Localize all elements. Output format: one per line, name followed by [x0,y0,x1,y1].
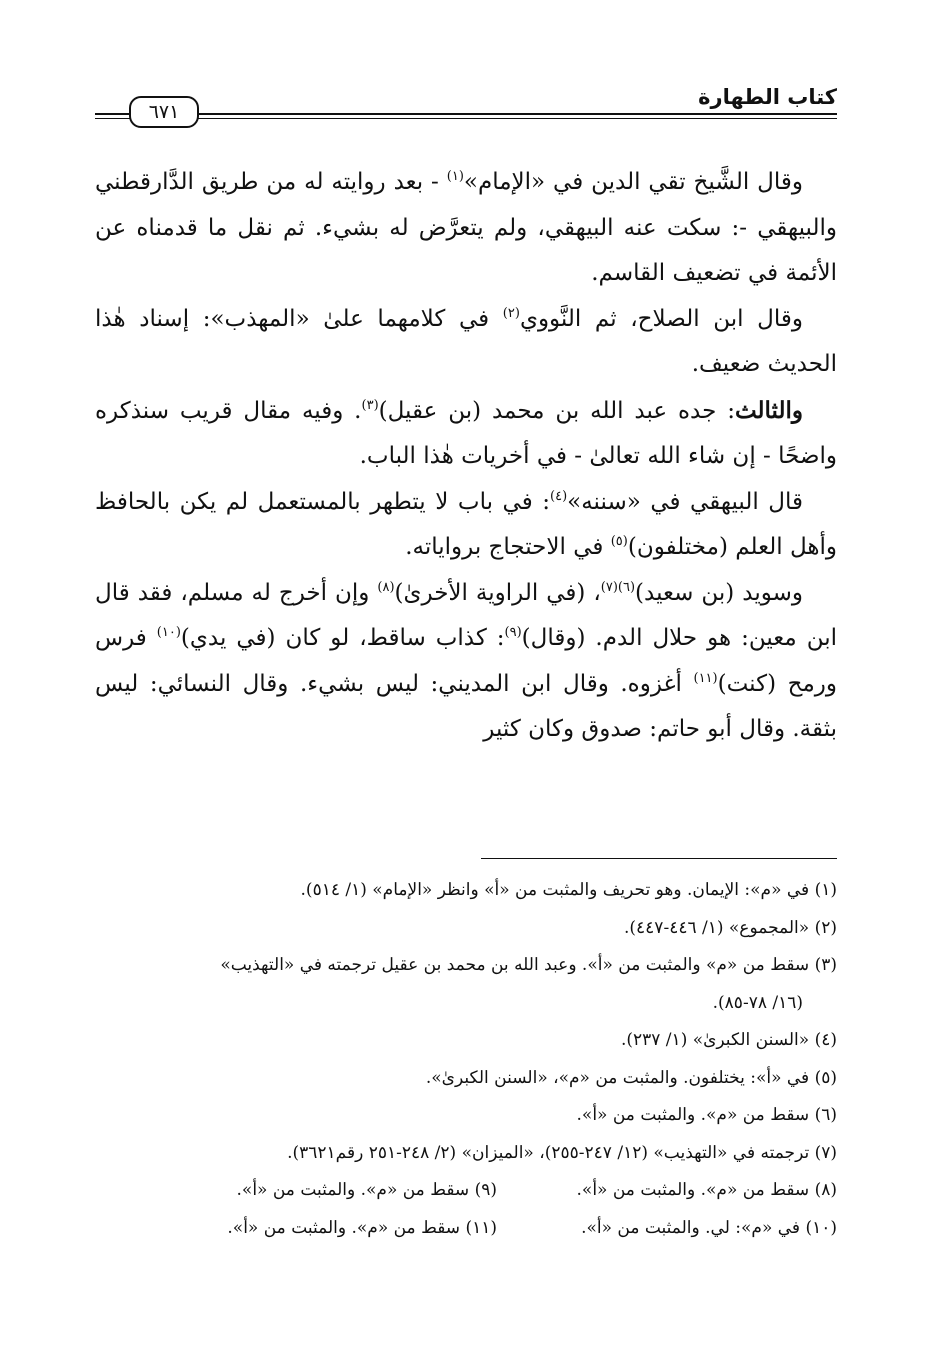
header-rule-top [95,113,837,115]
main-text [95,160,837,753]
footnote-5: (٥) في «أ»: يختلفون. والمثبت من «م»، «السنن الكبرىٰ». [425,1067,837,1088]
footnote-7: (٧) ترجمته في «التهذيب» (١٢/ ٢٤٧-٢٥٥)، «الميزان» (٢/ ٢٤٨-٢٥١ رقم٣٦٢١). [287,1142,837,1163]
footnote-3-line-2: (١٦/ ٧٨-٨٥). [712,992,803,1013]
text-run: وسويد (بن سعيد) [635,579,803,606]
footnote-2: (٢) «المجموع» (١/ ٤٤٦-٤٤٧). [623,917,837,938]
footnote-ref-11: (١١) [693,670,718,686]
text-run: . وفيه مقال قريب سنذكره واضحًا - إن شاء الله تعالىٰ - في أخريات هٰذا الباب. [95,397,837,469]
text-run: فرس ورمح (كنت) [95,625,837,697]
text-run: وقال الشَّيخ تقي الدين في «الإمام» [463,169,803,195]
footnote-1: (١) في «م»: الإيمان. وهو تحريف والمثبت من «أ» وانظر «الإمام» (١/ ٥١٤). [300,880,837,900]
footnote-ref-6-7: (٦)(٧) [600,579,636,595]
text-run: : كذاب ساقط، لو كان (في يدي) [180,625,505,651]
footnote-4: (٤) «السنن الكبرىٰ» (١/ ٢٣٧). [620,1030,837,1050]
footnote-3-line-1: (٣) سقط من «م» والمثبت من «أ». وعبد الله بن محمد بن عقيل ترجمته في «التهذيب» [220,955,837,975]
text-run: ، (في الراوية الأخرىٰ) [394,579,601,606]
lead-word: والثالث [734,396,803,424]
footnote-10: (١٠) في «م»: لي. والمثبت من «أ». [581,1217,837,1238]
footnote-9: (٩) سقط من «م». والمثبت من «أ». [236,1180,497,1200]
footnotes [95,872,837,1247]
text-run: في الاحتجاج برواياته. [405,534,611,560]
footnote-8: (٨) سقط من «م». والمثبت من «أ». [576,1180,837,1200]
text-run: : جده عبد الله بن محمد (بن عقيل) [378,397,735,424]
text-run: وإن أخرج له مسلم، فقد قال ابن معين: هو حلال الدم. (وقال) [95,579,838,651]
text-run: : في باب لا يتطهر بالمستعمل لم يكن بالحافظ وأهل العلم (مختلفون) [95,488,837,560]
header-rule-bottom [95,118,837,119]
paragraph-5 [95,571,837,753]
footnote-ref-5: (٥) [610,534,628,549]
paragraph-2 [95,297,837,388]
footnote-11: (١١) سقط من «م». والمثبت من «أ». [227,1217,497,1238]
footnote-row-10-11 [95,1210,837,1248]
footnote-6: (٦) سقط من «م». والمثبت من «أ». [576,1105,837,1125]
chapter-title: كتاب الطهارة [698,85,837,109]
text-run: وقال ابن الصلاح، ثم النَّووي [519,305,804,332]
footnote-ref-9: (٩) [504,625,522,640]
text-run: قال البيهقي في «سننه» [567,488,804,515]
text-run: - بعد روايته له من طريق الدَّارقطني والبيهقي -: سكت عنه البيهقي، ولم يتعرَّض له بشيء. ثم نقل ما قدمناه عن الأئمة في تضعيف القاسم. [95,169,837,286]
footnote-3 [95,947,837,1022]
page-number: ٦٧١ [129,96,199,128]
paragraph-1 [95,160,837,297]
page-header [95,80,837,128]
footnote-ref-4: (٤) [550,488,568,504]
footnote-row-8-9 [95,1172,837,1210]
footnote-ref-3: (٣) [361,397,379,413]
footnote-ref-1: (١) [446,169,464,184]
footnote-ref-10: (١٠) [156,625,181,640]
footnote-ref-8: (٨) [377,579,395,595]
text-run: أغزوه. وقال ابن المديني: ليس بشيء. وقال النسائي: ليس بثقة. وقال أبو حاتم: صدوق وكان كثير [95,670,837,742]
text-run: في كلامهما علىٰ «المهذب»: إسناد هٰذا الحديث ضعيف. [95,305,837,377]
paragraph-3 [95,388,837,480]
footnote-separator [481,858,837,859]
footnote-ref-2: (٢) [502,305,520,321]
paragraph-4 [95,480,837,571]
